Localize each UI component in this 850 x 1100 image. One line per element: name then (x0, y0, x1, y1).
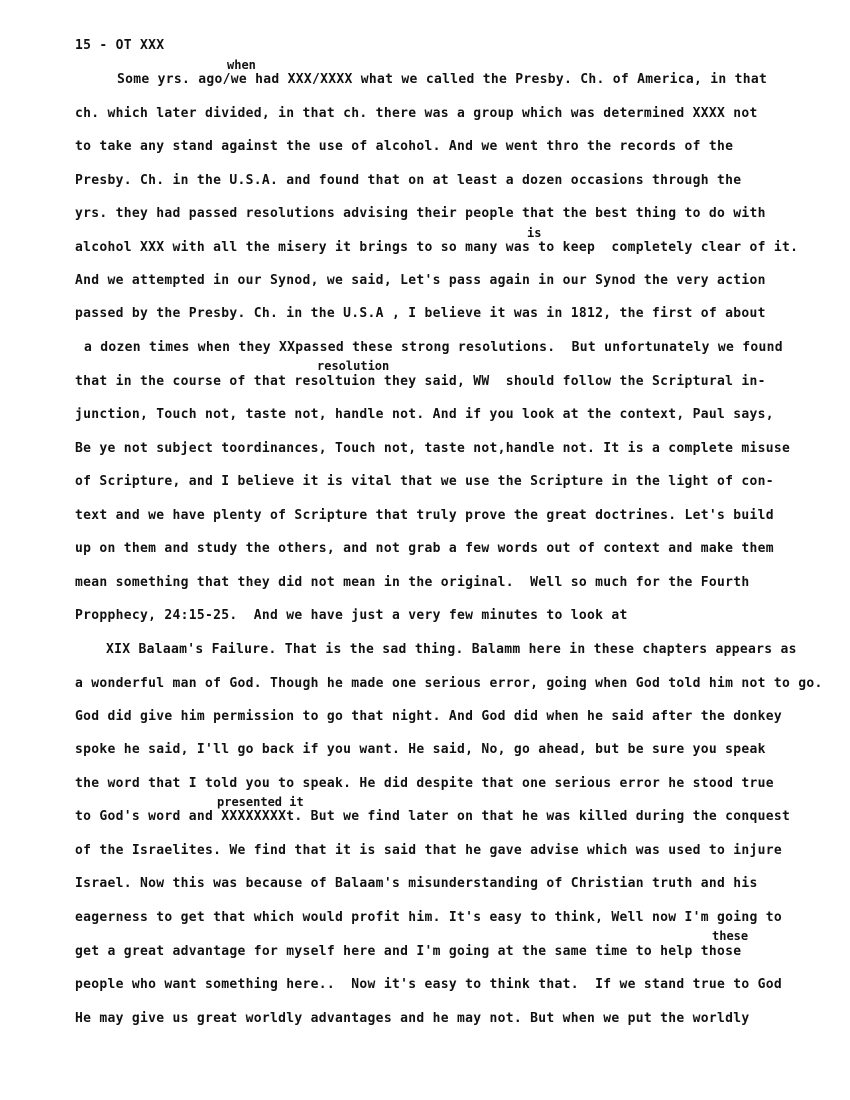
text-line: XIX Balaam's Failure. That is the sad thing. Balamm here in these chapters appears as (106, 642, 797, 657)
text-line: the word that I told you to speak. He did despite that one serious error he stood true (75, 776, 774, 791)
text-line: God did give him permission to go that night. And God did when he said after the donkey (75, 709, 783, 724)
text-line: He may give us great worldly advantages and he may not. But when we put the worldly (75, 1011, 750, 1026)
text-line: spoke he said, I'll go back if you want. He said, No, go ahead, but be sure you speak (75, 742, 766, 757)
text-line: that in the course of that resoltuion they said, WW should follow the Scriptural in- (75, 374, 766, 389)
text-line: Propphecy, 24:15-25. And we have just a very few minutes to look at (75, 608, 628, 623)
text-line: to take any stand against the use of alcohol. And we went thro the records of the (75, 139, 734, 154)
text-line: get a great advantage for myself here and I'm going at the same time to help those (75, 944, 742, 959)
text-line: And we attempted in our Synod, we said, Let's pass again in our Synod the very action (75, 273, 766, 288)
text-line: Some yrs. ago/we had XXX/XXXX what we called the Presby. Ch. of America, in that (117, 72, 768, 87)
text-line: people who want something here.. Now it's easy to think that. If we stand true to God (75, 977, 783, 992)
text-line: to God's word and XXXXXXXXt. But we find later on that he was killed during the conquest (75, 809, 791, 824)
page-header: 15 - OT XXX (75, 38, 165, 53)
text-line: up on them and study the others, and not grab a few words out of context and make them (75, 541, 774, 556)
text-line: eagerness to get that which would profit him. It's easy to think, Well now I'm going to (75, 910, 783, 925)
insertion-resolution: resolution (317, 359, 390, 373)
text-line: passed by the Presby. Ch. in the U.S.A , I believe it was in 1812, the first of about (75, 306, 766, 321)
text-line: of Scripture, and I believe it is vital that we use the Scripture in the light of con- (75, 474, 774, 489)
text-line: Presby. Ch. in the U.S.A. and found that on at least a dozen occasions through the (75, 173, 742, 188)
insertion-these: these (712, 929, 749, 943)
text-line: yrs. they had passed resolutions advising their people that the best thing to do with (75, 206, 766, 221)
text-line: Israel. Now this was because of Balaam's misunderstanding of Christian truth and his (75, 876, 758, 891)
text-line: text and we have plenty of Scripture that truly prove the great doctrines. Let's build (75, 508, 774, 523)
insertion-is: is (527, 226, 542, 240)
text-line: a wonderful man of God. Though he made one serious error, going when God told him not to go. (75, 676, 823, 691)
text-line: ch. which later divided, in that ch. there was a group which was determined XXXX not (75, 106, 758, 121)
insertion-presented-it: presented it (217, 795, 304, 809)
text-line: mean something that they did not mean in the original. Well so much for the Fourth (75, 575, 750, 590)
text-line: Be ye not subject toordinances, Touch not, taste not,handle not. It is a complete misuse (75, 441, 791, 456)
text-line: junction, Touch not, taste not, handle not. And if you look at the context, Paul says, (75, 407, 774, 422)
insertion-when: when (227, 58, 256, 72)
text-line: a dozen times when they XXpassed these strong resolutions. But unfortunately we found (84, 340, 783, 355)
text-line: of the Israelites. We find that it is said that he gave advise which was used to injure (75, 843, 783, 858)
text-line: alcohol XXX with all the misery it brings to so many was to keep completely clear of it. (75, 240, 799, 255)
